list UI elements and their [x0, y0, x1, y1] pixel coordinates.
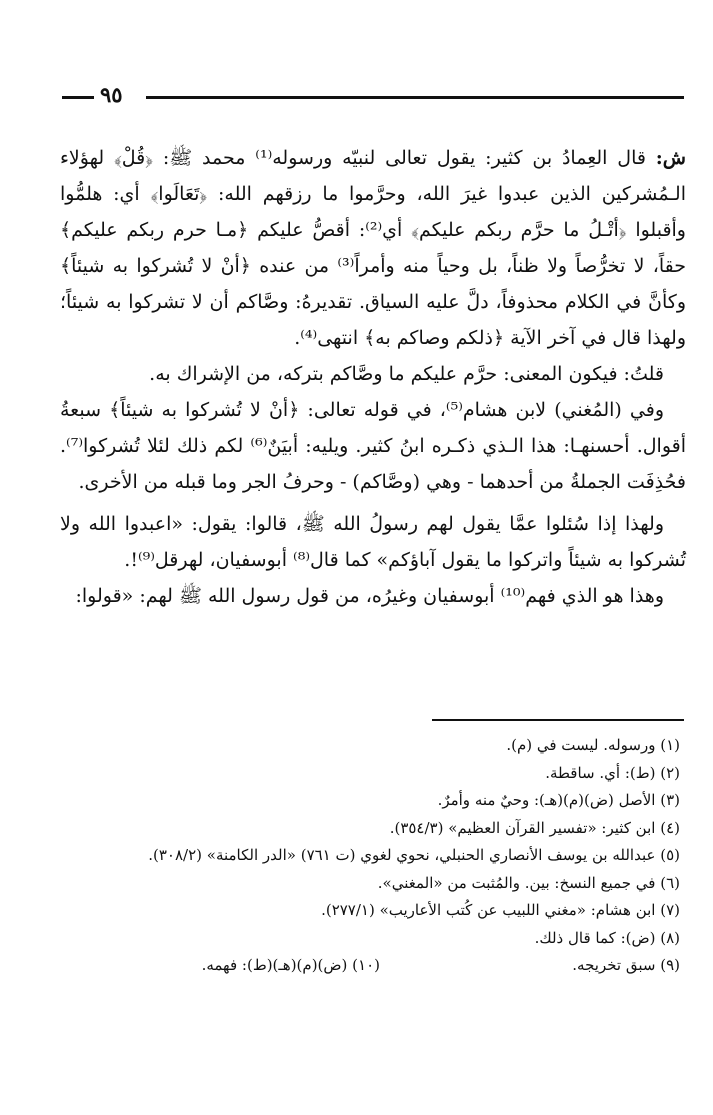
paragraph-5: وهذا هو الذي فهم⁽¹⁰⁾ أبوسفيان وغيرُه، من قول رسول الله ﷺ لهم: «قولوا:: [75, 585, 664, 607]
footnote-1: (١) ورسوله. ليست في (م).: [506, 736, 680, 754]
footnote-7: (٧) ابن هشام: «مغني اللبيب عن كُتب الأعاريب» (٢٧٧/١).: [321, 901, 680, 919]
footnote-8: (٨) (ض): كما قال ذلك.: [534, 928, 680, 947]
paragraph-3: وفي (المُغني) لابن هشام⁽⁵⁾، في قوله تعالى: ﴿أنْ لا تُشركوا به شيئاً﴾ سبعةُ أقوال. أحسنهـا: هذا الـذي ذكـره ابنُ كثير. ويليه: أبيَنٌ⁽⁶⁾ لكم ذلك لئلا تُشركوا⁽⁷⁾. فحُذِفَت الجملةُ من أحدهما - وهي (وصَّاكم) - وحرفُ الجر وما قبله من الأخرى.: [60, 399, 686, 493]
footnote-10: (١٠) (ض)(م)(هـ)(ط): فهمه.: [201, 956, 380, 974]
footnote-row-last: [60, 952, 686, 980]
footnote-6: (٦) في جميع النسخ: بين. والمُثبت من «المغني».: [377, 873, 680, 892]
footnote-4: (٤) ابن كثير: «تفسير القرآن العظيم» (٣٥٤/٣).: [389, 818, 680, 837]
page-number: ٩٥: [100, 82, 123, 107]
footnote-2: (٢) (ط): أي. ساقطة.: [545, 763, 680, 782]
header-rule: [146, 96, 684, 99]
page-header: [62, 82, 684, 106]
footnote-9: (٩) سبق تخريجه.: [572, 956, 680, 974]
footnote-5: (٥) عبدالله بن يوسف الأنصاري الحنبلي، نحوي لغوي (ت ٧٦١) «الدر الكامنة» (٣٠٨/٢).: [148, 846, 680, 864]
sharh-mark: ش:: [655, 147, 686, 169]
paragraph-2: قلتُ: فيكون المعنى: حرَّم عليكم ما وصَّاكم بتركه، من الإشراك به.: [149, 363, 664, 385]
paragraph-4: ولهذا إذا سُئلوا عمَّا يقول لهم رسولُ الله ﷺ، قالوا: يقول: «اعبدوا الله ولا تُشركوا به شيئاً واتركوا ما يقول آباؤكم» كما قال⁽⁸⁾ أبوسفيان، لهرقل⁽⁹⁾!.: [60, 513, 686, 571]
paragraph-1-text: قال العِمادُ بن كثير: يقول تعالى لنبيّه ورسوله⁽¹⁾ محمد ﷺ: ﴿قُلْ﴾ لهؤلاء الـمُشركين الذين عبدوا غيرَ الله، وحرَّموا ما رزقهم الله: ﴿تَعَالَوا﴾ أي: هلمُّوا وأقبلوا ﴿أتْـلُ ما حرَّم ربكم عليكم﴾ أي⁽²⁾: أقصُّ عليكم ﴿مـا حرم ربكم عليكم﴾ حقاً، لا تخرُّصاً ولا ظناً، بل وحياً منه وأمراً⁽³⁾ من عنده ﴿أنْ لا تُشركوا به شيئاً﴾ وكأنَّ في الكلام محذوفاً، دلَّ عليه السياق. تقديرهُ: وصَّاكم أن لا تشركوا به شيئاً؛ ولهذا قال في آخر الآية ﴿ذلكم وصاكم به﴾ انتهى⁽⁴⁾.: [60, 147, 686, 349]
paragraph-1: [60, 140, 686, 356]
footnotes-rule: [432, 719, 684, 721]
main-text: [60, 140, 686, 614]
footnotes: [60, 732, 686, 980]
footnote-3: (٣) الأصل (ض)(م)(هـ): وحيٌ منه وأمرٌ.: [437, 791, 680, 809]
header-dash: [62, 96, 94, 99]
